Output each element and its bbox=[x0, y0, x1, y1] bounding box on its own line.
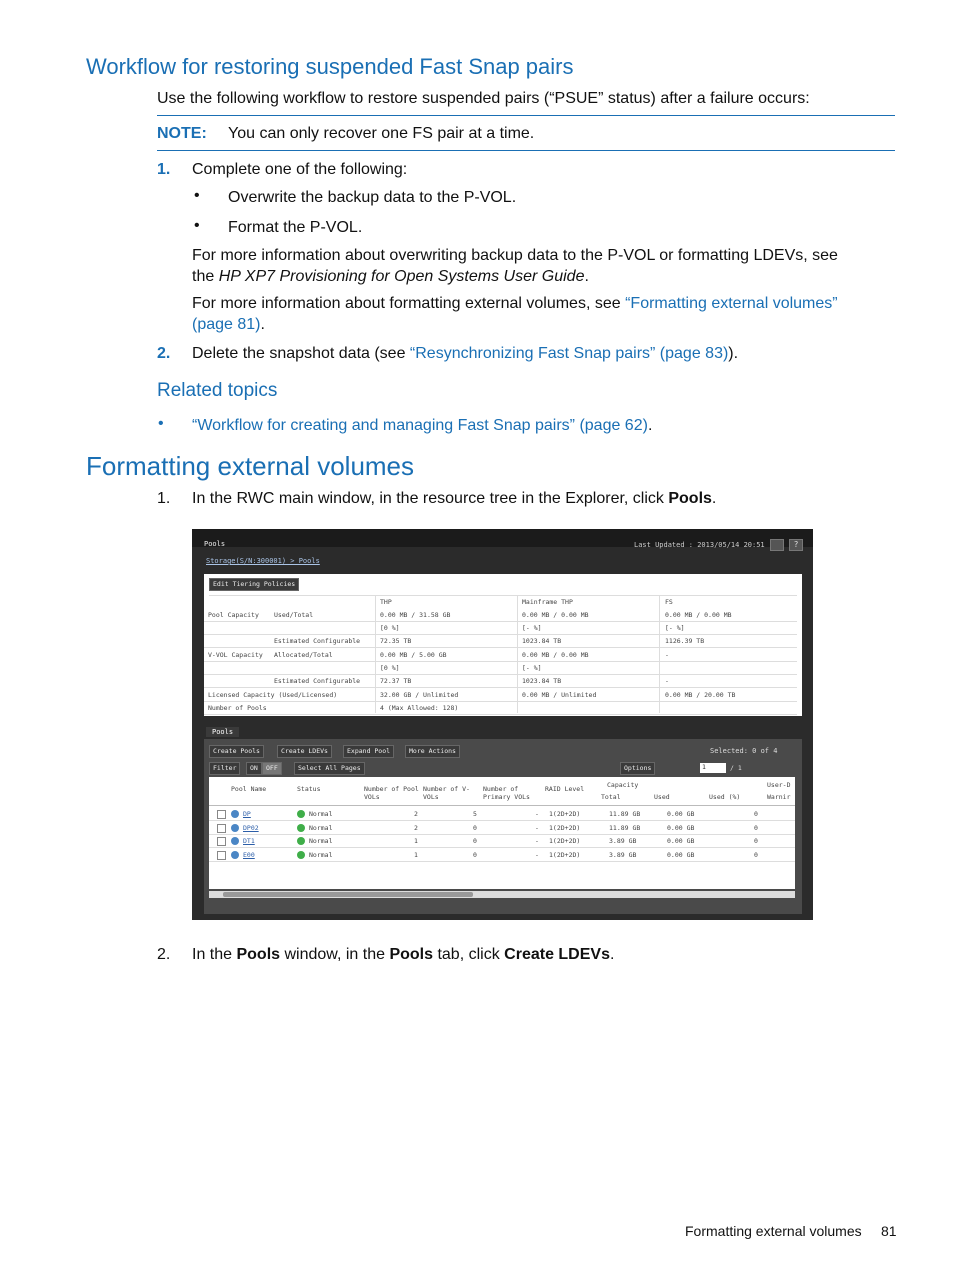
table-row-rule bbox=[209, 820, 795, 821]
s2-e: tab, click bbox=[433, 946, 505, 963]
summary-row-sublabel: Estimated Configurable bbox=[274, 677, 361, 685]
s2-pools-window: Pools bbox=[236, 946, 281, 963]
pools-tab-panel bbox=[204, 739, 802, 914]
pools-bold: Pools bbox=[668, 490, 712, 507]
summary-row-sublabel: Estimated Configurable bbox=[274, 637, 361, 645]
more-info-1-suffix: . bbox=[584, 268, 589, 285]
table-cell-raid: 1(2D+2D) bbox=[549, 837, 581, 845]
table-cell-vvols: 5 bbox=[473, 810, 477, 818]
summary-row-label: V-VOL Capacity bbox=[208, 651, 263, 659]
filter-button[interactable]: Filter bbox=[209, 762, 240, 775]
select-all-pages-button[interactable]: Select All Pages bbox=[294, 762, 365, 775]
user-d-header: User-D bbox=[767, 781, 791, 789]
summary-cell: - bbox=[665, 651, 669, 659]
total-count: 4 bbox=[773, 747, 778, 755]
more-info-2-line1 bbox=[192, 293, 838, 314]
window-title: Pools bbox=[204, 540, 226, 548]
table-cell-pvols: 1 bbox=[414, 850, 418, 859]
summary-row-rule bbox=[204, 634, 797, 635]
pool-name-link[interactable]: DT1 bbox=[243, 837, 255, 845]
capacity-header: Capacity bbox=[607, 781, 639, 789]
table-cell-prim: - bbox=[535, 850, 539, 859]
breadcrumb[interactable]: Storage(S/N:300001) > Pools bbox=[206, 557, 320, 565]
table-cell-raid: 1(2D+2D) bbox=[549, 823, 581, 832]
status-normal-icon bbox=[297, 851, 305, 859]
table-cell-total: 11.89 GB bbox=[609, 823, 641, 832]
pool-name-link[interactable]: DP bbox=[243, 810, 251, 818]
s2-a: In the bbox=[192, 946, 237, 963]
table-cell-pct: 0 bbox=[754, 810, 758, 818]
step-2-number: 2. bbox=[157, 345, 171, 362]
table-cell-total: 3.89 GB bbox=[609, 837, 637, 845]
col-rule bbox=[517, 595, 518, 713]
pool-name-link[interactable]: DP02 bbox=[243, 823, 259, 832]
table-cell-pct: 0 bbox=[754, 850, 758, 859]
bullet-2-text: Format the P-VOL. bbox=[228, 219, 363, 236]
related-suffix: . bbox=[647, 417, 653, 434]
summary-cell: 72.37 TB bbox=[380, 677, 412, 685]
table-row-rule bbox=[209, 847, 795, 848]
table-cell-prim: - bbox=[535, 837, 539, 845]
section-title-restoring: Workflow for restoring suspended Fast Snap pairs bbox=[86, 54, 574, 79]
summary-row-rule bbox=[204, 687, 797, 688]
edit-tiering-policies-button[interactable]: Edit Tiering Policies bbox=[209, 578, 299, 591]
pool-icon bbox=[231, 810, 239, 818]
more-info-2-suffix: . bbox=[260, 316, 265, 333]
table-cell-vvols: 0 bbox=[473, 850, 477, 859]
bullet-dot: • bbox=[194, 217, 200, 234]
bullet-1-text: Overwrite the backup data to the P-VOL. bbox=[228, 189, 517, 206]
table-cell-vvols: 0 bbox=[473, 823, 477, 832]
summary-cell: 0.00 MB / 31.58 GB bbox=[380, 611, 451, 619]
column-header[interactable]: Number of Pool VOLs bbox=[364, 785, 419, 801]
summary-cell: 0.00 MB / Unlimited bbox=[522, 691, 597, 699]
column-header[interactable]: RAID Level bbox=[545, 785, 585, 793]
table-cell-total: 3.89 GB bbox=[609, 850, 637, 859]
summary-panel bbox=[204, 574, 802, 716]
section-title-formatting: Formatting external volumes bbox=[86, 451, 415, 481]
of-label: of bbox=[760, 747, 770, 755]
pools-window-screenshot bbox=[192, 529, 813, 920]
horizontal-scrollbar[interactable] bbox=[209, 891, 795, 898]
summary-row-rule bbox=[204, 714, 797, 715]
column-header[interactable]: Status bbox=[297, 785, 321, 793]
s2-pools-tab: Pools bbox=[389, 946, 434, 963]
bullet-dot: • bbox=[194, 187, 200, 204]
summary-cell: 1126.39 TB bbox=[665, 637, 705, 645]
filter-on-toggle[interactable]: ON bbox=[246, 762, 262, 775]
last-updated: Last Updated : 2013/05/14 20:51 bbox=[634, 541, 765, 549]
row-checkbox[interactable] bbox=[217, 837, 226, 846]
column-header[interactable]: Used bbox=[654, 793, 670, 801]
pool-icon bbox=[231, 851, 239, 859]
table-cell-vvols: 0 bbox=[473, 837, 477, 845]
pools-table bbox=[209, 777, 795, 889]
table-cell-raid: 1(2D+2D) bbox=[549, 850, 581, 859]
related-topic-item bbox=[192, 415, 652, 436]
page-input[interactable]: 1 bbox=[700, 763, 726, 773]
page-81-link[interactable]: (page 81) bbox=[192, 316, 261, 333]
summary-header-fs: FS bbox=[665, 598, 673, 606]
more-info-2-line2 bbox=[192, 314, 265, 335]
summary-cell: 0.00 MB / 20.00 TB bbox=[665, 691, 736, 699]
page-total: / 1 bbox=[730, 764, 742, 772]
table-cell-used: 0.00 GB bbox=[667, 837, 695, 845]
tab-pools[interactable]: Pools bbox=[206, 727, 239, 737]
step-2-suffix: ). bbox=[728, 345, 739, 362]
page-number: 81 bbox=[881, 1223, 897, 1239]
selected-label: Selected: bbox=[710, 747, 748, 755]
table-cell-pvols: 1 bbox=[414, 837, 418, 845]
refresh-icon[interactable] bbox=[770, 539, 784, 551]
col-rule bbox=[375, 595, 376, 713]
summary-row-label: Number of Pools bbox=[208, 704, 267, 712]
header-rule bbox=[209, 805, 795, 806]
status-normal-icon bbox=[297, 837, 305, 845]
summary-cell: [0 %] bbox=[380, 624, 400, 632]
summary-cell: 72.35 TB bbox=[380, 637, 412, 645]
selected-status bbox=[710, 747, 777, 755]
table-cell-pvols: 2 bbox=[414, 823, 418, 832]
pool-icon bbox=[231, 824, 239, 832]
table-row-rule bbox=[209, 861, 795, 862]
summary-cell: 1023.84 TB bbox=[522, 637, 562, 645]
table-cell-used: 0.00 GB bbox=[667, 850, 695, 859]
status-normal-icon bbox=[297, 824, 305, 832]
more-info-1-line1: For more information about overwriting backup data to the P-VOL or formatting LDEVs, see bbox=[192, 247, 838, 264]
step-2-prefix: Delete the snapshot data (see bbox=[192, 345, 410, 362]
note-label: NOTE: bbox=[157, 125, 207, 142]
summary-cell: 32.00 GB / Unlimited bbox=[380, 691, 459, 699]
status-normal-icon bbox=[297, 810, 305, 818]
guide-title: HP XP7 Provisioning for Open Systems User Guide bbox=[218, 268, 585, 285]
summary-header-thp: THP bbox=[380, 598, 392, 606]
more-actions-button[interactable]: More Actions bbox=[405, 745, 460, 758]
formatting-external-volumes-link[interactable]: “Formatting external volumes” bbox=[625, 295, 838, 312]
pool-name-link[interactable]: E00 bbox=[243, 850, 255, 859]
format-step-1-text bbox=[192, 488, 716, 509]
table-cell-pct: 0 bbox=[754, 823, 758, 832]
status-text: Normal bbox=[309, 850, 333, 859]
bullet-dot: • bbox=[158, 415, 164, 432]
column-header[interactable]: Warnir bbox=[767, 793, 791, 801]
column-header[interactable]: Number of V-VOLs bbox=[423, 785, 470, 801]
step-1-text: Complete one of the following: bbox=[192, 161, 408, 178]
col-rule bbox=[659, 595, 660, 713]
row-checkbox[interactable] bbox=[217, 824, 226, 833]
summary-cell: [- %] bbox=[522, 624, 542, 632]
summary-cell: 0.00 MB / 0.00 MB bbox=[522, 611, 589, 619]
summary-cell: 0.00 MB / 0.00 MB bbox=[522, 651, 589, 659]
table-cell-prim: - bbox=[535, 823, 539, 832]
table-cell-pct: 0 bbox=[754, 837, 758, 845]
more-info-2-text: For more information about formatting external volumes, see bbox=[192, 295, 626, 312]
table-cell-used: 0.00 GB bbox=[667, 810, 695, 818]
summary-row-sublabel: Used/Total bbox=[274, 611, 314, 619]
row-checkbox[interactable] bbox=[217, 810, 226, 819]
summary-row-rule bbox=[204, 621, 797, 622]
s2-c: window, in the bbox=[280, 946, 390, 963]
step-2-text bbox=[192, 343, 738, 364]
options-button[interactable]: Options bbox=[620, 762, 655, 775]
table-cell-pvols: 2 bbox=[414, 810, 418, 818]
table-cell-used: 0.00 GB bbox=[667, 823, 695, 832]
summary-row-rule bbox=[204, 661, 797, 662]
more-info-1-line2 bbox=[192, 266, 589, 287]
more-info-1-prefix: the bbox=[192, 268, 219, 285]
scrollbar-thumb[interactable] bbox=[223, 892, 473, 897]
table-cell-raid: 1(2D+2D) bbox=[549, 810, 581, 818]
summary-cell: [0 %] bbox=[380, 664, 400, 672]
status-text: Normal bbox=[309, 837, 333, 845]
intro-text: Use the following workflow to restore suspended pairs (“PSUE” status) after a failure occurs: bbox=[157, 90, 810, 107]
workflow-creating-link[interactable]: “Workflow for creating and managing Fast Snap pairs” (page 62) bbox=[192, 417, 648, 434]
column-header[interactable]: Total bbox=[601, 793, 621, 801]
expand-pool-button[interactable]: Expand Pool bbox=[343, 745, 394, 758]
row-checkbox[interactable] bbox=[217, 851, 226, 860]
table-cell-prim: - bbox=[535, 810, 539, 818]
summary-cell: 0.00 MB / 0.00 MB bbox=[665, 611, 732, 619]
status-text: Normal bbox=[309, 810, 333, 818]
note-text: You can only recover one FS pair at a time. bbox=[228, 125, 535, 142]
summary-rule bbox=[209, 595, 797, 596]
selected-count: 0 bbox=[752, 747, 757, 755]
note-top-rule bbox=[157, 115, 895, 116]
pool-icon bbox=[231, 837, 239, 845]
related-topics-heading: Related topics bbox=[157, 380, 278, 401]
s2-create-ldevs: Create LDEVs bbox=[504, 946, 610, 963]
format-step-1-prefix: In the RWC main window, in the resource tree in the Explorer, click bbox=[192, 490, 669, 507]
help-icon[interactable]: ? bbox=[789, 539, 803, 551]
summary-cell: 0.00 MB / 5.00 GB bbox=[380, 651, 447, 659]
summary-row-rule bbox=[204, 674, 797, 675]
summary-cell: [- %] bbox=[665, 624, 685, 632]
filter-off-toggle[interactable]: OFF bbox=[262, 762, 282, 775]
summary-cell: 4 (Max Allowed: 128) bbox=[380, 704, 459, 712]
summary-row-label: Pool Capacity bbox=[208, 611, 259, 619]
summary-cell: 1023.84 TB bbox=[522, 677, 562, 685]
summary-row-rule bbox=[204, 647, 797, 648]
status-text: Normal bbox=[309, 823, 333, 832]
format-step-2-text bbox=[192, 944, 614, 965]
note-bottom-rule bbox=[157, 150, 895, 151]
summary-cell: - bbox=[665, 677, 669, 685]
create-ldevs-button[interactable]: Create LDEVs bbox=[277, 745, 332, 758]
format-step-1-suffix: . bbox=[711, 490, 717, 507]
column-header[interactable]: Used (%) bbox=[709, 793, 741, 801]
summary-row-sublabel: Allocated/Total bbox=[274, 651, 333, 659]
footer-label: Formatting external volumes bbox=[685, 1223, 862, 1239]
format-step-2-number: 2. bbox=[157, 946, 171, 963]
step-1-number: 1. bbox=[157, 161, 171, 178]
resynchronizing-link[interactable]: “Resynchronizing Fast Snap pairs” (page 83) bbox=[409, 345, 729, 362]
column-header[interactable]: Pool Name bbox=[231, 785, 267, 793]
summary-row-rule bbox=[204, 701, 797, 702]
s2-g: . bbox=[609, 946, 615, 963]
table-row-rule bbox=[209, 834, 795, 835]
summary-header-mainframe: Mainframe THP bbox=[522, 598, 573, 606]
table-cell-total: 11.89 GB bbox=[609, 810, 641, 818]
format-step-1-number: 1. bbox=[157, 490, 171, 507]
column-header[interactable]: Number of Primary VOLs bbox=[483, 785, 530, 801]
summary-cell: [- %] bbox=[522, 664, 542, 672]
create-pools-button[interactable]: Create Pools bbox=[209, 745, 264, 758]
summary-row-label: Licensed Capacity (Used/Licensed) bbox=[208, 691, 338, 699]
